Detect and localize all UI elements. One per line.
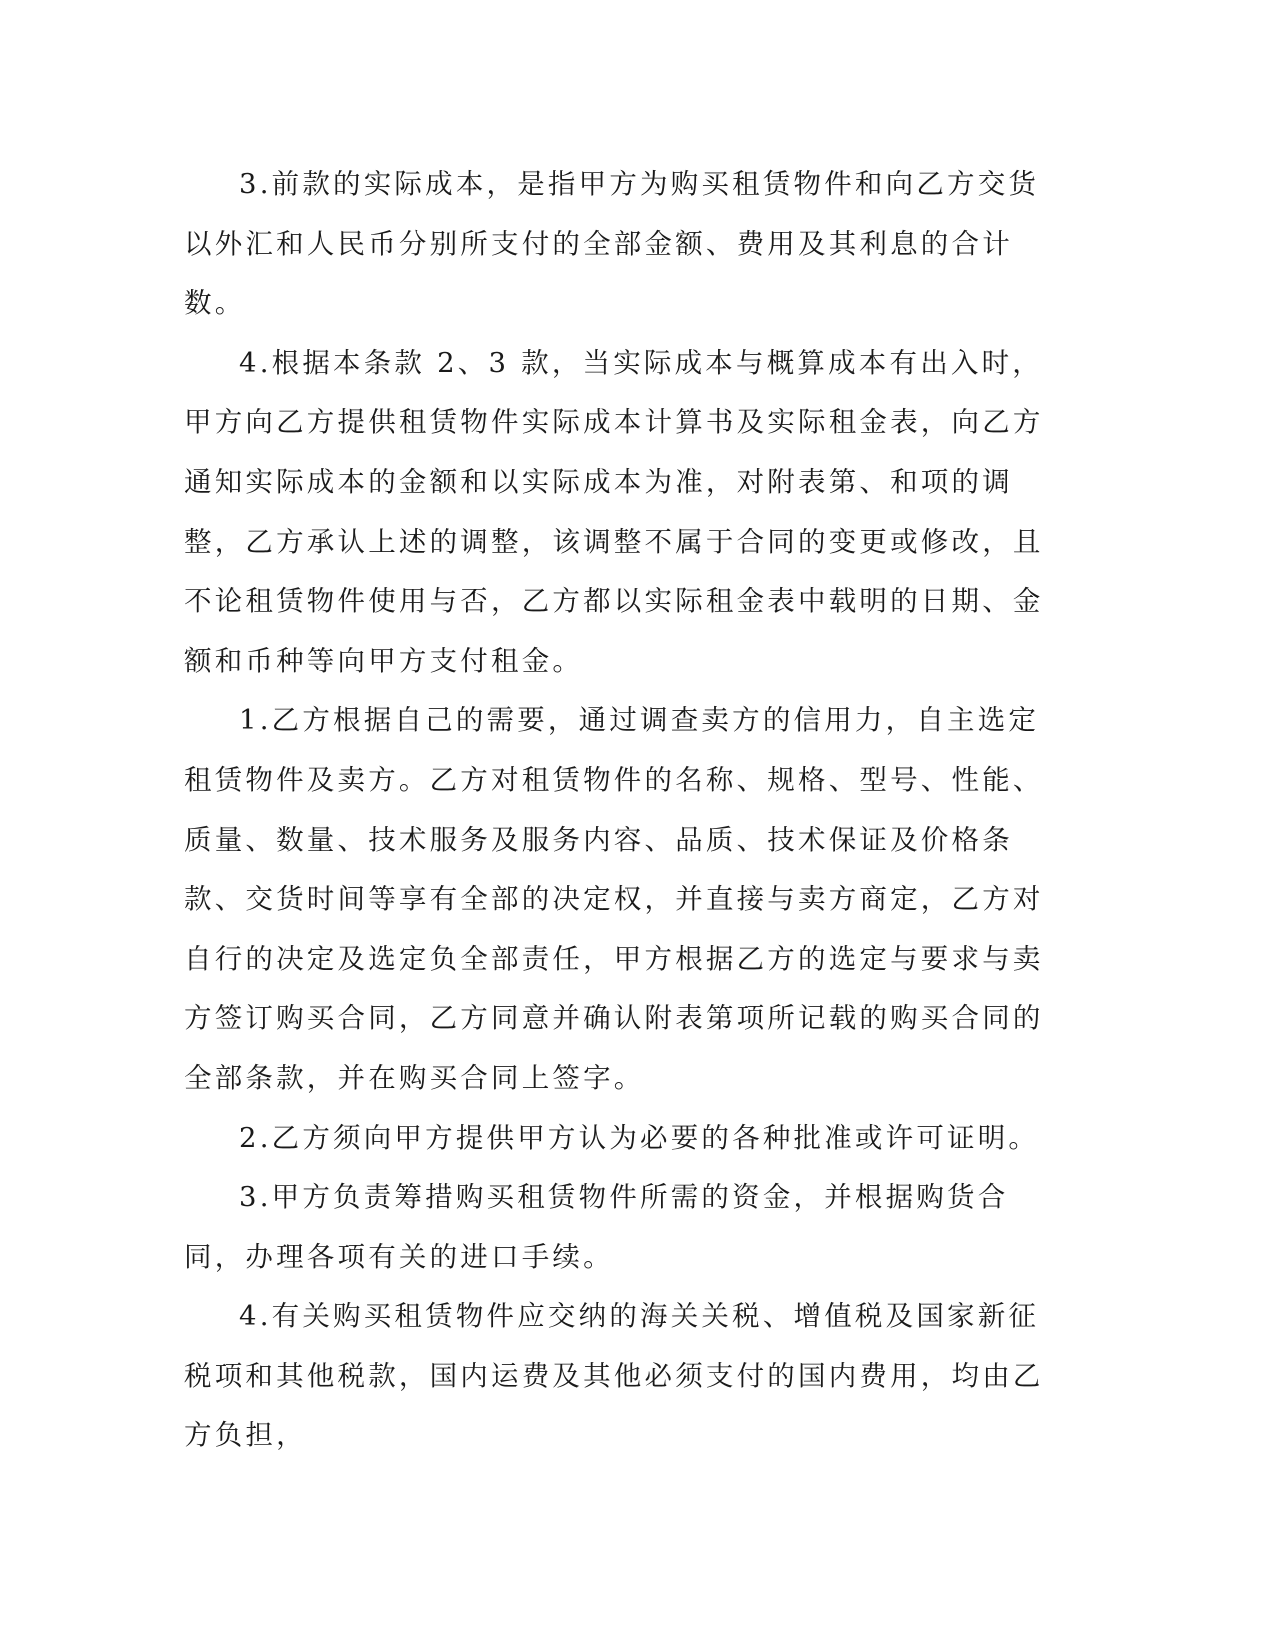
- paragraph-cost-adjustment: 4.根据本条款 2、3 款，当实际成本与概算成本有出入时，甲方向乙方提供租赁物件实际成本计算书及实际租金表，向乙方通知实际成本的金额和以实际成本为准，对附表第、和项的调整，乙方承认上述的调整，该调整不属于合同的变更或修改，且不论租赁物件使用与否，乙方都以实际租金表中载明的日期、金额和币种等向甲方支付租金。: [184, 346, 1044, 677]
- paragraph-lessee-selection: 1.乙方根据自己的需要，通过调查卖方的信用力，自主选定租赁物件及卖方。乙方对租赁物件的名称、规格、型号、性能、质量、数量、技术服务及服务内容、品质、技术保证及价格条款、交货时间等享有全部的决定权，并直接与卖方商定，乙方对自行的决定及选定负全部责任，甲方根据乙方的选定与要求与卖方签订购买合同，乙方同意并确认附表第项所记载的购买合同的全部条款，并在购买合同上签字。: [184, 704, 1044, 1094]
- document-body: [184, 155, 1044, 1466]
- paragraph-actual-cost-definition: 3.前款的实际成本，是指甲方为购买租赁物件和向乙方交货以外汇和人民币分别所支付的全部金额、费用及其利息的合计数。: [184, 168, 1040, 320]
- paragraph-financing: 3.甲方负责筹措购买租赁物件所需的资金，并根据购货合同，办理各项有关的进口手续。: [184, 1181, 1009, 1273]
- paragraph-taxes: 4.有关购买租赁物件应交纳的海关关税、增值税及国家新征税项和其他税款，国内运费及其他必须支付的国内费用，均由乙方负担，: [184, 1300, 1044, 1452]
- paragraph-approvals: 2.乙方须向甲方提供甲方认为必要的各种批准或许可证明。: [239, 1121, 1040, 1154]
